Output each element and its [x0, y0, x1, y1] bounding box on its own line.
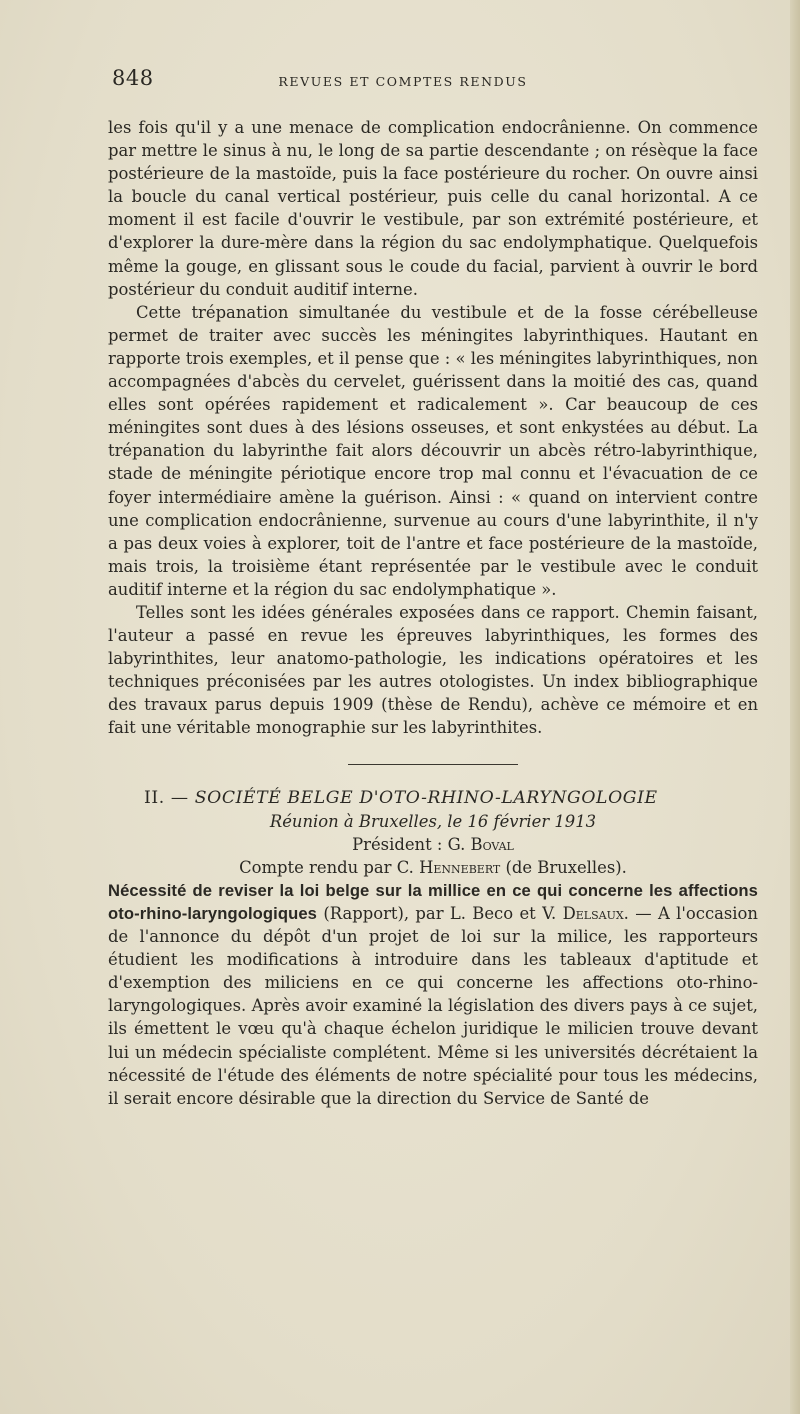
section-title: SOCIÉTÉ BELGE D'OTO-RHINO-LARYNGOLOGIE: [194, 787, 658, 808]
report-place: (de Bruxelles).: [505, 857, 627, 877]
article-title: Nécessité de reviser la loi belge sur la millice en ce qui concerne les affections oto-rhino-laryngologiques: [108, 880, 758, 923]
page-edge: [790, 0, 800, 1414]
meeting-info: Réunion à Bruxelles, le 16 février 1913: [269, 811, 597, 831]
article-rapport: (Rapport), par L. Beco et V.: [323, 904, 557, 923]
article-author: Delsaux.: [562, 904, 629, 923]
paragraph-conclusion: Telles sont les idées générales exposées dans ce rapport. Chemin faisant, l'auteur a passé en revue les épreuves labyrinthiques, les formes des labyrinthites, leur anatomo-pathologie, les indications opératoires et les techniques préconisées par les autres otologistes. Un index bibliographique des travaux parus depuis 1909 (thèse de Rendu), achève ce mémoire et en fait une véritable monographie sur les labyrinthites.: [108, 602, 758, 738]
section-number: II. —: [144, 787, 189, 808]
paragraph-continued: les fois qu'il y a une menace de complication endocrânienne. On commence par mettre le sinus à nu, le long de sa partie descendante ; on résèque la face postérieure de la mastoïde, puis la face postérieure du rocher. On ouvre ainsi la boucle du canal vertical postérieur, puis celle du canal horizontal. A ce moment il est facile d'ouvrir le vestibule, par son extrémité postérieure, et d'explorer la dure-mère dans la région du sac endolymphatique. Quelquefois même la gouge, en glissant sous le coude du facial, parvient à ouvrir le bord postérieur du conduit auditif interne.: [108, 118, 758, 299]
paragraph-trepanation: Cette trépanation simultanée du vestibule et de la fosse cérébelleuse permet de traiter avec succès les méningites labyrinthiques. Hautant en rapporte trois exemples, et il pense que : « les méningites labyrinthiques, non accompagnées d'abcès du cervelet, guérissent dans la moitié des cas, quand elles sont opérées rapidement et radicalement ». Car beaucoup de ces méningites sont dues à des lésions osseuses, et sont enkystées au début. La trépanation du labyrinthe fait alors découvrir un abcès rétro-labyrinthique, stade de méningite périotique encore trop mal connu et l'évacuation de ce foyer intermédiaire amène la guérison. Ainsi : « quand on intervient contre une complication endocrânienne, survenue au cours d'une labyrinthite, il n'y a pas deux voies à explorer, toit de l'antre et face postérieure de la mastoïde, mais trois, la troisième étant représentée par le vestibule avec le conduit auditif interne et la région du sac endolymphatique ».: [108, 302, 758, 599]
report-label: Compte rendu par C.: [239, 857, 414, 877]
section-heading: [108, 787, 758, 810]
report-author: Hennebert: [419, 857, 501, 877]
page-header: [112, 66, 694, 96]
report-line: [108, 856, 758, 879]
president-line: [108, 833, 758, 856]
article-text: — A l'occasion de l'annonce du dépôt d'un projet de loi sur la milice, les rapporteurs étudient les modifications à introduire dans les tableaux d'aptitude et d'exemption des miliciens en ce qui concerne les affections oto-rhino-laryngologiques. Après avoir examiné la législation des divers pays à ce sujet, ils émettent le vœu qu'à chaque échelon juridique le milicien trouve devant lui un médecin spécialiste complétent. Même si les universités décrétaient la nécessité de l'étude des éléments de notre spécialité pour tous les médecins, il serait encore désirable que la direction du Service de Santé de: [108, 904, 758, 1108]
running-title: REVUES ET COMPTES RENDUS: [278, 74, 528, 89]
section-divider: [348, 764, 518, 765]
article-paragraph: [108, 879, 758, 1110]
president-name: Boval: [470, 834, 514, 854]
body-text: [108, 116, 758, 1110]
page-number: 848: [112, 66, 154, 90]
president-label: Président : G.: [352, 834, 466, 854]
